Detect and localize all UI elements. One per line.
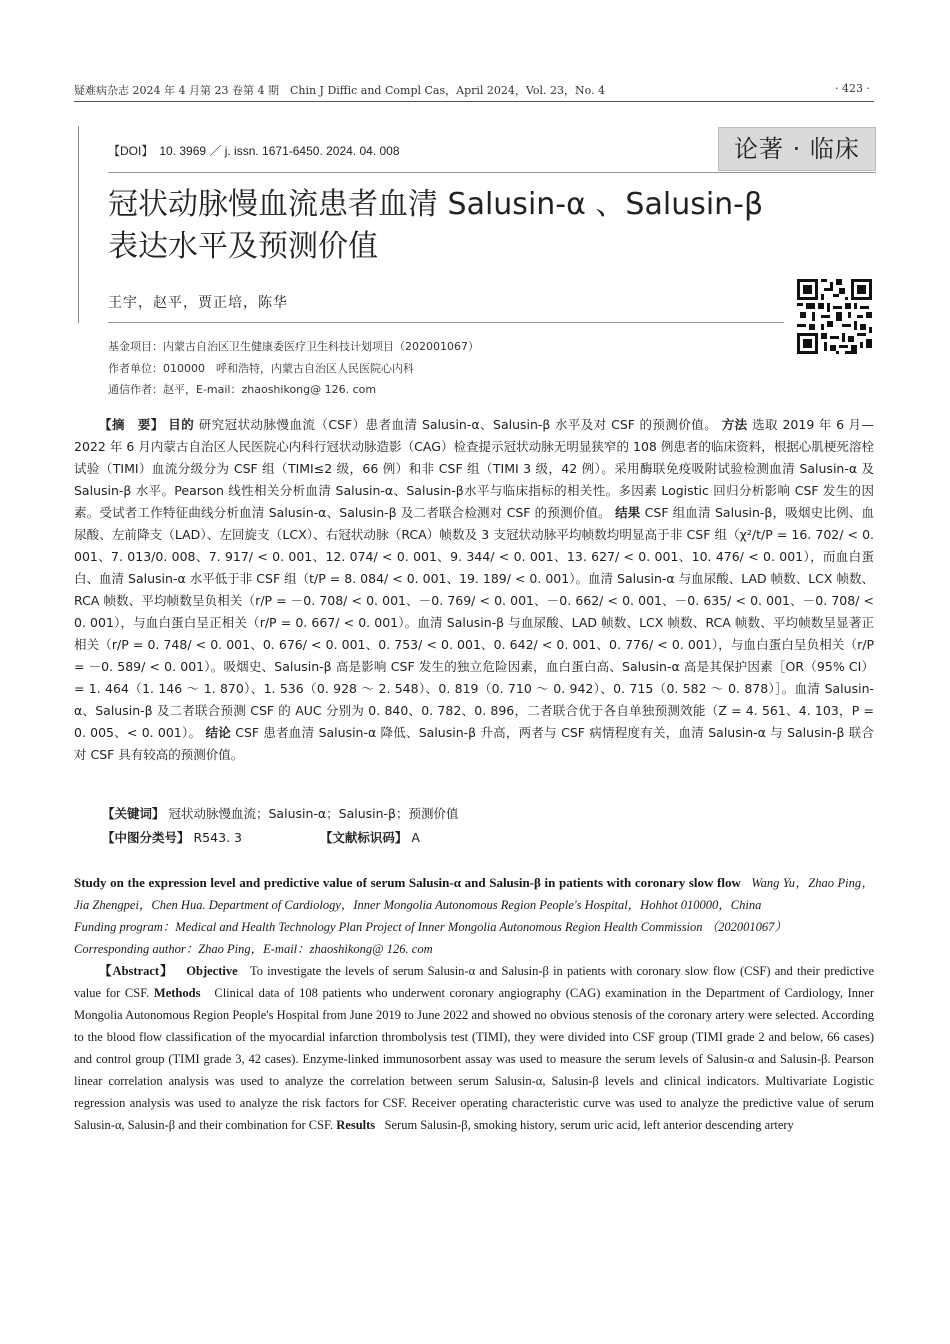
abstract-label: 【摘 要】 (99, 417, 164, 432)
methods-text: 选取 2019 年 6 月—2022 年 6 月内蒙古自治区人民医院心内科行冠状动脉造影（CAG）检查提示冠状动脉无明显狭窄的 108 例患者的临床资料，根据心肌梗死溶栓试验（TIMI）血流分级分为 CSF 组（TIMI≤2 级，66 例）和非 CSF 组（TIMI 3 级，42 例）。采用酶联免疫吸附试验检测血清 Salusin-α 及 Salusin-β 水平。Pearson 线性相关分析血清 Salusin-α、Salusin-β水平与临床指标的相关性。多因素 Logistic 回归分析影响 CSF 发生的因素。受试者工作特征曲线分析血清 Salusin-α、Salusin-β 及二者联合检测对 CSF 的预测价值。 (74, 417, 874, 520)
journal-citation: 疑难病杂志 2024 年 4 月第 23 卷第 4 期 Chin J Diffic and Compl Cas，April 2024，Vol. 23，No. 4 (74, 84, 606, 97)
english-abstract-label: 【Abstract】 (99, 964, 174, 978)
english-funding: Funding program：Medical and Health Technology Plan Project of Inner Mongolia Autonomous Region Health Commission （202001067） (74, 920, 787, 934)
section-label: 论著 · 临床 (718, 127, 876, 171)
english-authors: Wang Yu，Zhao Ping，Jia Zhengpei，Chen Hua. Department of Cardiology，Inner Mongolia Autonomous Region People's Hospital，Hohhot 010000，China (74, 876, 874, 912)
running-head (74, 82, 874, 100)
conclusion-text: CSF 患者血清 Salusin-α 降低、Salusin-β 升高，两者与 CSF 病情程度有关，血清 Salusin-α 与 Salusin-β 联合对 CSF 具有较高的预测价值。 (74, 725, 874, 762)
affiliation-info: 作者单位：010000 呼和浩特，内蒙古自治区人民医院心内科 (108, 362, 414, 375)
english-methods: Clinical data of 108 patients who underwent coronary angiography (CAG) examination in the Department of Cardiology, Inner Mongolia Autonomous Region People's Hospital from June 2019 to June 2022 and showed no obvious stenosis of the coronary artery were selected. According to the blood flow classification of the myocardial infarction thrombolysis test (TIMI), they were divided into CSF group (TIMI grade 2 and below, 66 cases) and control group (TIMI grade 3, 42 cases). Enzyme-linked immunosorbent assay was used to measure the serum levels of Salusin-α and Salusin-β. Pearson linear correlation analysis was used to analyze the correlation between serum Salusin-α, Salusin-β levels and clinical indicators. Multivariate Logistic regression analysis was used to analyze the risk factors for CSF. Receiver operating characteristic curve was used to analyze the predictive value of serum Salusin-α, Salusin-β and their combination for CSF. (74, 986, 875, 1132)
english-results-label: Results (336, 1118, 376, 1132)
doi: 【DOI】 10. 3969 ／ j. issn. 1671-6450. 2024. 04. 008 (108, 144, 400, 158)
english-methods-label: Methods (153, 986, 201, 1000)
classification (102, 828, 420, 846)
page-title (108, 184, 808, 268)
methods-label: 方法 (721, 417, 748, 432)
title-line-2: 表达水平及预测价值 (108, 229, 378, 264)
keywords (102, 804, 459, 822)
abstract-chinese (74, 414, 874, 766)
title-line-1: 冠状动脉慢血流患者血清 Salusin-α 、Salusin-β (108, 187, 764, 222)
english-corresponding: Corresponding author：Zhao Ping，E-mail：zhaoshikong@ 126. com (74, 942, 433, 956)
header-rule (74, 101, 874, 102)
english-results: Serum Salusin-β, smoking history, serum uric acid, left anterior descending artery (384, 1118, 794, 1132)
corresponding-author: 通信作者：赵平，E-mail：zhaoshikong@ 126. com (108, 383, 377, 396)
doc-code-label: 【文献标识码】 (319, 830, 408, 845)
english-objective-label: Objective (186, 964, 238, 978)
authors: 王宇，赵平，贾正培，陈华 (108, 295, 288, 311)
conclusion-label: 结论 (205, 725, 232, 740)
keywords-value: 冠状动脉慢血流；Salusin-α；Salusin-β；预测价值 (168, 806, 459, 821)
clc-label: 【中图分类号】 (102, 830, 190, 845)
keywords-label: 【关键词】 (102, 806, 165, 821)
page-number: · 423 · (835, 82, 870, 95)
left-margin-rule (78, 126, 79, 323)
qr-code-icon (797, 279, 872, 354)
clc-value: R543. 3 (193, 830, 242, 845)
results-label: 结果 (615, 505, 641, 520)
objective-text: 研究冠状动脉慢血流（CSF）患者血清 Salusin-α、Salusin-β 水平及对 CSF 的预测价值。 (198, 417, 718, 432)
results-text: CSF 组血清 Salusin-β，吸烟史比例、血尿酸、左前降支（LAD）、左回旋支（LCX）、右冠状动脉（RCA）帧数及 3 支冠状动脉平均帧数均明显高于非 CSF 组（χ²/t/P = 16. 702/ < 0. 001、7. 013/0. 008、7. 917/ < 0. 001、12. 074/ < 0. 001、9. 344/ < 0. 001、13. 627/ < 0. 001、10. 476/ < 0. 001），而血白蛋白、血清 Salusin-α 水平低于非 CSF 组（t/P = 8. 084/ < 0. 001、19. 189/ < 0. 001）。血清 Salusin-α 与血尿酸、LAD 帧数、LCX 帧数、RCA 帧数、平均帧数呈负相关（r/P = －0. 708/ < 0. 001、－0. 769/ < 0. 001、－0. 662/ < 0. 001、－0. 635/ < 0. 001、－0. 708/ < 0. 001），与血白蛋白呈正相关（r/P = 0. 667/ < 0. 001）。血清 Salusin-β 与血尿酸、LAD 帧数、LCX 帧数、RCA 帧数、平均帧数呈显著正相关（r/P = 0. 748/ < 0. 001、0. 676/ < 0. 001、0. 753/ < 0. 001、0. 642/ < 0. 001、0. 776/ < 0. 001），与血白蛋白呈负相关（r/P = －0. 589/ < 0. 001）。吸烟史、Salusin-β 高是影响 CSF 发生的独立危险因素，血白蛋白高、Salusin-α 高是其保护因素［OR（95% CI） = 1. 464（1. 146 ～ 1. 870）、1. 536（0. 928 ～ 2. 548）、0. 819（0. 710 ～ 0. 942）、0. 715（0. 582 ～ 0. 878）］。血清 Salusin-α、Salusin-β 及二者联合预测 CSF 的 AUC 分别为 0. 840、0. 782、0. 896，二者联合优于各自单独预测效能（Z = 4. 561、4. 103，P = 0. 005、< 0. 001）。 (74, 505, 874, 740)
english-abstract-block (74, 872, 874, 1136)
funding-info: 基金项目：内蒙古自治区卫生健康委医疗卫生科技计划项目（202001067） (108, 340, 479, 353)
objective-label: 目的 (168, 417, 195, 432)
doc-code-value: A (411, 830, 420, 845)
title-top-rule (108, 172, 876, 173)
english-objective: To investigate the levels of serum Salusin-α and Salusin-β in patients with coronary slow flow (CSF) and their predictive value for CSF. (74, 964, 875, 1000)
english-title: Study on the expression level and predictive value of serum Salusin-α and Salusin-β in patients with coronary slow flow (74, 875, 741, 890)
author-rule (108, 322, 784, 323)
